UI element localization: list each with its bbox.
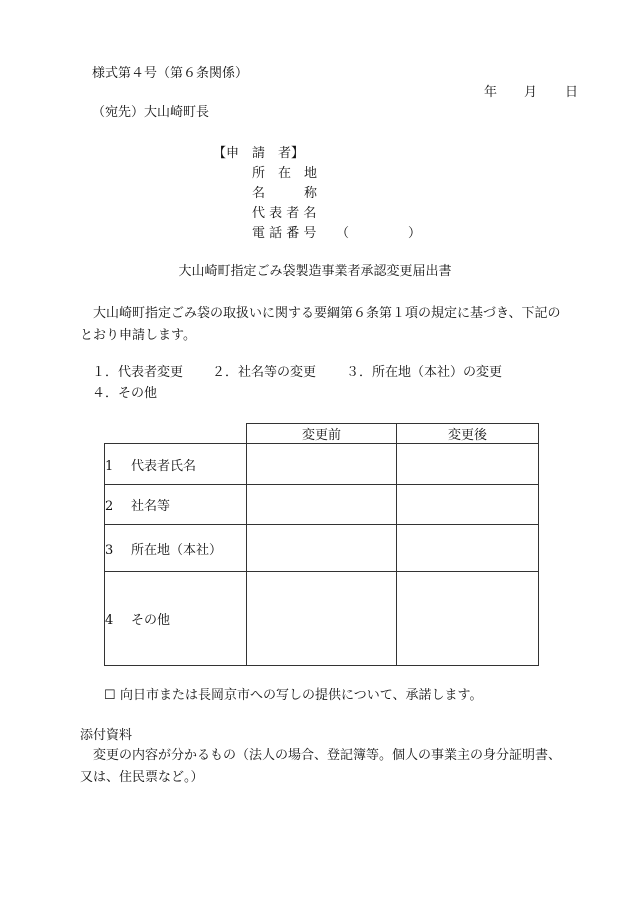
attachments-line-2: 又は、住民票など。） (80, 770, 204, 785)
row-label-text: 代表者氏名 (131, 458, 197, 474)
consent-checkbox[interactable]: ☐ (104, 688, 116, 703)
table-header-row (105, 424, 539, 444)
body-line-2: とおり申請します。 (80, 328, 196, 343)
cell-after[interactable] (397, 444, 539, 485)
name-label: 名 称 (252, 186, 318, 201)
table-row (105, 444, 539, 485)
attachments-line-1: 変更の内容が分かるもの（法人の場合、登記簿等。個人の事業主の身分証明書、 (93, 748, 562, 763)
address-label: 所 在 地 (252, 166, 318, 181)
cell-after[interactable] (397, 485, 539, 525)
cell-before[interactable] (247, 572, 397, 666)
phone-open-paren: （ (336, 226, 350, 241)
cell-before[interactable] (247, 444, 397, 485)
date-day-label: 日 (565, 85, 579, 100)
header-before: 変更前 (247, 424, 397, 444)
option-4: ４．その他 (92, 386, 158, 401)
date-month-label: 月 (524, 85, 538, 100)
body-line-1: 大山崎町指定ごみ袋の取扱いに関する要綱第６条第１項の規定に基づき、下記の (93, 306, 561, 321)
cell-before[interactable] (247, 525, 397, 572)
body-paragraph (80, 303, 580, 347)
representative-label: 代 表 者 名 (252, 206, 317, 221)
row-label-representative (105, 444, 247, 485)
option-3: ３．所在地（本社）の変更 (346, 365, 503, 380)
change-table (104, 423, 539, 666)
date-year-label: 年 (484, 85, 498, 100)
cell-after[interactable] (397, 525, 539, 572)
option-2: ２．社名等の変更 (212, 365, 317, 380)
table-row (105, 525, 539, 572)
attachments-heading: 添付資料 (80, 728, 133, 743)
form-number: 様式第４号（第６条関係） (92, 66, 249, 81)
row-label-text: 所在地（本社） (131, 542, 223, 558)
header-after: 変更後 (397, 424, 539, 444)
document-title: 大山崎町指定ごみ袋製造事業者承認変更届出書 (178, 264, 452, 279)
attachments-description (80, 745, 580, 789)
row-label-other (105, 572, 247, 666)
row-number: 1 (105, 458, 114, 474)
option-1: １．代表者変更 (92, 365, 184, 380)
addressee: （宛先）大山崎町長 (92, 105, 210, 120)
table-row (105, 572, 539, 666)
row-label-text: 社名等 (131, 499, 171, 514)
consent-text: 向日市または長岡京市への写しの提供について、承諾します。 (120, 688, 483, 703)
phone-label: 電 話 番 号 (252, 226, 317, 241)
row-number: 4 (105, 613, 114, 628)
phone-close-paren: ） (408, 226, 422, 241)
row-label-address (105, 525, 247, 572)
table-row (105, 485, 539, 525)
cell-before[interactable] (247, 485, 397, 525)
row-number: 3 (105, 542, 114, 558)
row-label-company-name (105, 485, 247, 525)
row-number: 2 (105, 499, 114, 514)
row-label-text: その他 (131, 613, 171, 628)
applicant-heading: 【申 請 者】 (213, 146, 305, 161)
cell-after[interactable] (397, 572, 539, 666)
table-corner-cell (105, 424, 247, 444)
